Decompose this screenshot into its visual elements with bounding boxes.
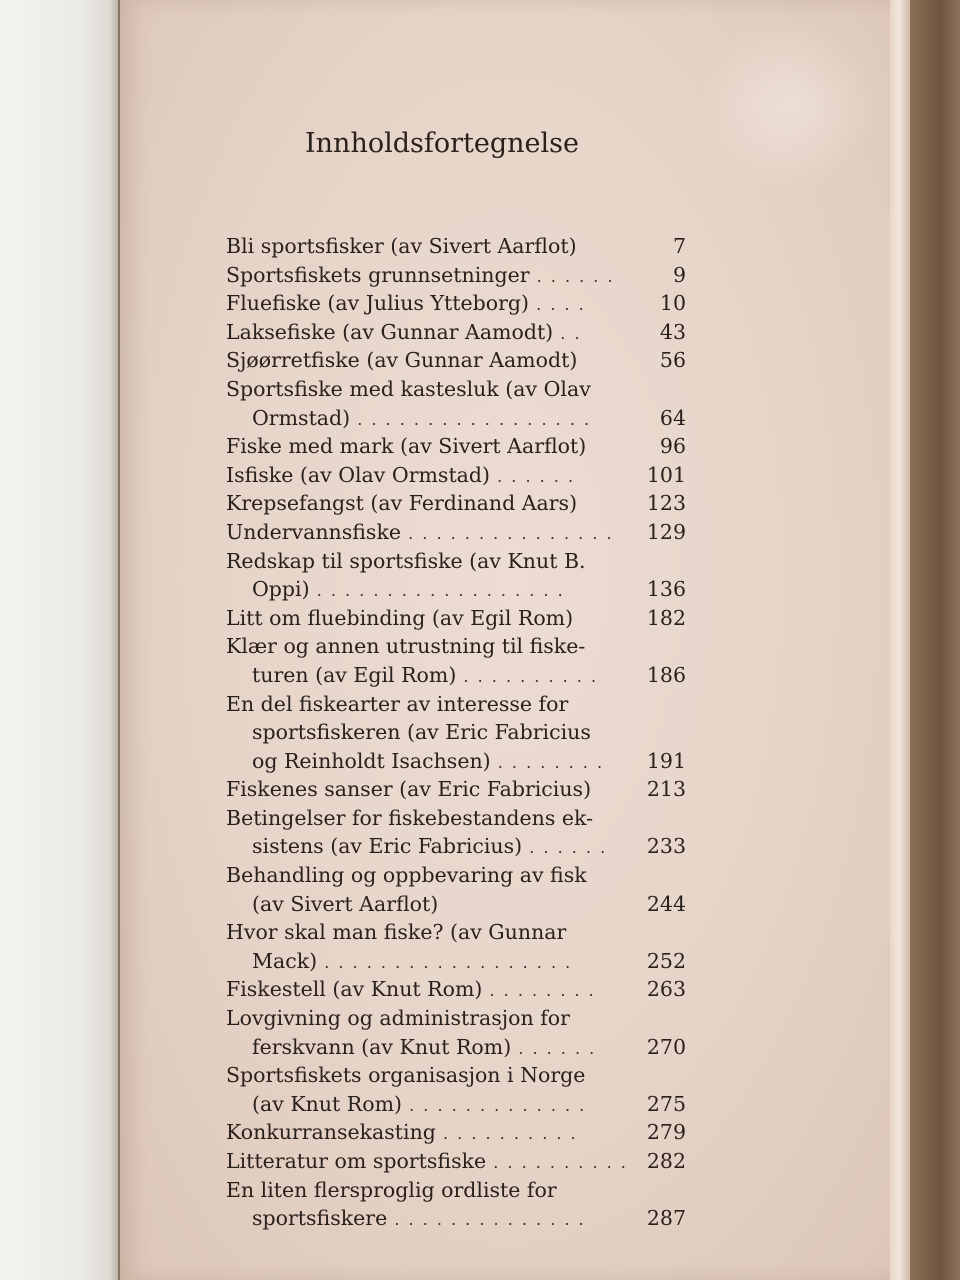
- toc-entry-title: [226, 261, 686, 290]
- toc-leader-dots: . . . . . . . . . .: [456, 666, 599, 686]
- toc-entry-title: [226, 1147, 686, 1176]
- toc-entry: [226, 346, 686, 375]
- toc-page-number: 64: [659, 405, 686, 430]
- toc-entry: [226, 232, 686, 261]
- toc-entry: [226, 518, 686, 547]
- toc-entry-text: Mack): [252, 948, 318, 973]
- toc-leader-dots: . . . . . . . . . . . . . . . . . .: [309, 581, 565, 601]
- toc-entry-title: [226, 1176, 686, 1205]
- toc-entry-text: Sportsfiskets organisasjon i Norge: [226, 1063, 586, 1088]
- toc-entry: [226, 1061, 686, 1118]
- toc-entry-title: [226, 489, 686, 518]
- toc-page-number: 279: [646, 1120, 686, 1145]
- toc-page-number: 101: [646, 462, 686, 487]
- toc-entry: [226, 318, 686, 347]
- toc-entry: [226, 489, 686, 518]
- toc-page-number: 186: [646, 662, 686, 687]
- toc-entry-text: Lovgivning og administrasjon for: [226, 1006, 570, 1031]
- toc-page-number: 10: [659, 291, 686, 316]
- toc-entry-text: Klær og annen utrustning til fiske-: [226, 634, 586, 659]
- toc-entry-title: [226, 232, 686, 261]
- toc-page-number: 9: [672, 262, 686, 287]
- toc-entry-continuation: [226, 1090, 686, 1119]
- toc-entry-text: Hvor skal man fiske? (av Gunnar: [226, 920, 567, 945]
- toc-entry: [226, 604, 686, 633]
- toc-page-number: 213: [646, 777, 686, 802]
- toc-entry-text: En del fiskearter av interesse for: [226, 691, 569, 716]
- toc-entry-title: [226, 375, 686, 404]
- toc-entry-continuation: [226, 718, 686, 747]
- toc-entry-text: Litteratur om sportsfiske: [226, 1149, 487, 1173]
- toc-entry-text: sistens (av Eric Fabricius): [252, 834, 523, 859]
- toc-entry-title: [226, 318, 686, 347]
- toc-entry: [226, 804, 686, 861]
- toc-leader-dots: . . . . . . . . . . . . . . . . . .: [317, 952, 573, 972]
- wooden-surface: [910, 0, 960, 1280]
- toc-page-number: 96: [659, 434, 686, 459]
- toc-entry-title: [226, 775, 686, 804]
- toc-entry-text: Isfiske (av Olav Ormstad): [226, 462, 491, 487]
- toc-page-number: 7: [672, 234, 686, 258]
- toc-leader-dots: . . . .: [529, 295, 586, 315]
- toc-entry: [226, 1176, 686, 1233]
- toc-entry: [226, 1004, 686, 1061]
- toc-leader-dots: . . . . . . . . . .: [486, 1153, 628, 1172]
- toc-entry-text: Behandling og oppbevaring av fisk: [226, 863, 587, 888]
- toc-leader-dots: . . . . . .: [511, 1038, 597, 1058]
- toc-entry-text: Oppi): [252, 577, 310, 602]
- toc-leader-dots: . . . . . . . . . .: [435, 1124, 578, 1144]
- toc-entry-text: Konkurransekasting: [226, 1120, 436, 1145]
- toc-page-number: 275: [646, 1091, 686, 1116]
- left-page-sheet: [0, 0, 118, 1280]
- toc-leader-dots: . .: [553, 323, 582, 343]
- toc-leader-dots: . . . . . . . . . . . . . . . . .: [350, 409, 592, 429]
- toc-page-number: 129: [646, 519, 686, 544]
- toc-leader-dots: . . . . . . . . . . . . . . .: [401, 523, 614, 543]
- toc-entry-title: [226, 632, 686, 661]
- toc-entry: [226, 1147, 686, 1176]
- toc-entry-title: [226, 604, 686, 633]
- toc-entry-title: [226, 518, 686, 547]
- toc-entry-text: Redskap til sportsfiske (av Knut B.: [226, 548, 586, 573]
- toc-page-number: 136: [646, 577, 686, 602]
- toc-entry-text: Fiskenes sanser (av Eric Fabricius): [226, 777, 592, 802]
- toc-entry-continuation: [226, 947, 686, 976]
- toc-entry: [226, 261, 686, 290]
- toc-entry-text: Laksefiske (av Gunnar Aamodt): [226, 319, 554, 344]
- toc-entry-text: og Reinholdt Isachsen): [252, 748, 491, 773]
- toc-entry-text: Sportsfiskets grunnsetninger: [226, 262, 530, 287]
- toc-entry-title: [226, 861, 686, 890]
- toc-entry: [226, 975, 686, 1004]
- toc-page-number: 233: [646, 834, 686, 859]
- toc-entry-text: Krepsefangst (av Ferdinand Aars): [226, 491, 578, 516]
- toc-entry: [226, 461, 686, 490]
- toc-entry: [226, 861, 686, 918]
- toc-entry-text: ferskvann (av Knut Rom): [252, 1034, 512, 1059]
- toc-entry-continuation: [226, 404, 686, 433]
- toc-entry-text: Fluefiske (av Julius Ytteborg): [226, 291, 529, 316]
- toc-entry-title: [226, 804, 686, 833]
- toc-entry-text: Sjøørretfiske (av Gunnar Aamodt): [226, 348, 578, 373]
- toc-page-number: 270: [646, 1034, 686, 1059]
- toc-entry: [226, 289, 686, 318]
- toc-entry-text: (av Knut Rom): [252, 1091, 403, 1116]
- toc-entry-continuation: [226, 575, 686, 604]
- toc-page-number: 43: [659, 319, 686, 344]
- toc-entry-title: [226, 547, 686, 576]
- toc-page-number: 287: [646, 1206, 686, 1231]
- toc-entry-text: Bli sportsfisker (av Sivert Aarflot): [226, 234, 577, 258]
- toc-entry-title: [226, 918, 686, 947]
- toc-entry: [226, 547, 686, 604]
- toc-leader-dots: . . . . . . . .: [490, 752, 605, 772]
- toc-entry-continuation: [226, 1033, 686, 1062]
- toc-entry-title: [226, 432, 686, 461]
- toc-page-number: 282: [646, 1149, 686, 1173]
- toc-entry: [226, 690, 686, 776]
- toc-leader-dots: . . . . . .: [529, 266, 615, 286]
- page-title: Innholdsfortegnelse: [305, 128, 579, 159]
- toc-page-number: 263: [646, 977, 686, 1002]
- toc-entry: [226, 1118, 686, 1147]
- toc-entry-title: [226, 1118, 686, 1147]
- toc-entry-text: sportsfiskere: [252, 1206, 388, 1231]
- toc-page-number: 244: [646, 891, 686, 916]
- toc-entry-title: [226, 1004, 686, 1033]
- page-stain: [700, 20, 880, 190]
- toc-entry-text: Litt om fluebinding (av Egil Rom): [226, 605, 574, 630]
- toc-leader-dots: . . . . . .: [490, 466, 576, 486]
- toc-page-number: 56: [659, 348, 686, 373]
- toc-entry-text: En liten flersproglig ordliste for: [226, 1177, 557, 1202]
- toc-entry-text: sportsfiskeren (av Eric Fabricius: [252, 720, 591, 745]
- toc-entry-title: [226, 975, 686, 1004]
- toc-entry-text: Ormstad): [252, 405, 351, 430]
- toc-entry: [226, 432, 686, 461]
- toc-entry-title: [226, 1061, 686, 1090]
- toc-entry-continuation: [226, 747, 686, 776]
- toc-entry: [226, 632, 686, 689]
- toc-entry-continuation: [226, 890, 686, 919]
- toc-page-number: 123: [646, 491, 686, 516]
- toc-entry-text: Sportsfiske med kastesluk (av Olav: [226, 376, 591, 401]
- toc-entry-title: [226, 690, 686, 719]
- toc-entry-text: Undervannsfiske: [226, 519, 402, 544]
- toc-page-number: 191: [646, 748, 686, 773]
- toc-leader-dots: . . . . . . . .: [482, 981, 596, 1001]
- toc-leader-dots: . . . . . . . . . . . . . .: [387, 1210, 586, 1230]
- toc-page-number: 252: [646, 948, 686, 973]
- toc-entry: [226, 375, 686, 432]
- toc-entry: [226, 918, 686, 975]
- toc-entry-title: [226, 346, 686, 375]
- toc-entry-continuation: [226, 661, 686, 690]
- toc-entry-text: turen (av Egil Rom): [252, 662, 457, 687]
- toc-entry-text: Fiskestell (av Knut Rom): [226, 977, 483, 1002]
- toc-leader-dots: . . . . . .: [522, 838, 608, 858]
- toc-entry-text: Fiske med mark (av Sivert Aarflot): [226, 434, 587, 459]
- toc-entry: [226, 775, 686, 804]
- toc-entry-continuation: [226, 1204, 686, 1233]
- toc-leader-dots: . . . . . . . . . . . . .: [402, 1095, 587, 1115]
- toc-page-number: 182: [646, 605, 686, 630]
- toc-entry-continuation: [226, 832, 686, 861]
- toc-entry-title: [226, 289, 686, 318]
- table-of-contents: [226, 232, 686, 1233]
- toc-entry-text: (av Sivert Aarflot): [252, 891, 439, 916]
- page-edge: [890, 0, 912, 1280]
- toc-entry-text: Betingelser for fiskebestandens ek-: [226, 805, 594, 830]
- toc-entry-title: [226, 461, 686, 490]
